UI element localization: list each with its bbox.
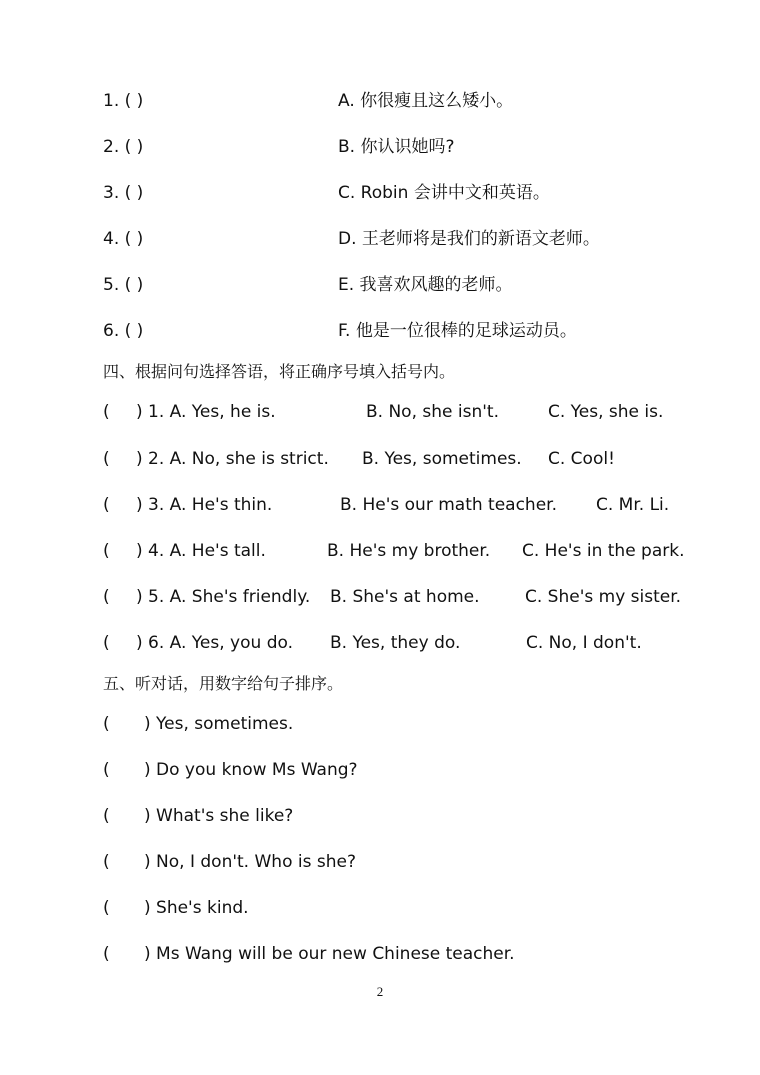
option-c: C. No, I don't. bbox=[526, 633, 642, 653]
option-b: B. He's my brother. bbox=[327, 541, 491, 561]
order-bracket: ( bbox=[103, 806, 110, 826]
section5-heading: 五、听对话，用数字给句子排序。 bbox=[103, 674, 344, 693]
option-a: ) 3. A. He's thin. bbox=[136, 495, 273, 515]
option-b: B. Yes, sometimes. bbox=[362, 449, 522, 469]
option-c: C. He's in the park. bbox=[522, 541, 685, 561]
order-sentence: ) Yes, sometimes. bbox=[144, 714, 294, 734]
option-b: B. Yes, they do. bbox=[330, 633, 461, 653]
order-sentence: ) She's kind. bbox=[144, 898, 249, 918]
order-bracket: ( bbox=[103, 898, 110, 918]
match-row bbox=[0, 270, 760, 300]
option-a: ) 6. A. Yes, you do. bbox=[136, 633, 293, 653]
match-left: 2. ( ) bbox=[103, 137, 144, 157]
answer-bracket: ( bbox=[103, 402, 110, 422]
option-a: ) 4. A. He's tall. bbox=[136, 541, 266, 561]
answer-bracket: ( bbox=[103, 541, 110, 561]
order-bracket: ( bbox=[103, 760, 110, 780]
match-right: D. 王老师将是我们的新语文老师。 bbox=[338, 229, 600, 249]
section4-heading-line bbox=[0, 357, 760, 387]
order-bracket: ( bbox=[103, 852, 110, 872]
order-sentence: ) Do you know Ms Wang? bbox=[144, 760, 358, 780]
question-row bbox=[0, 444, 760, 474]
option-c: C. Yes, she is. bbox=[548, 402, 664, 422]
question-row bbox=[0, 536, 760, 566]
match-row bbox=[0, 178, 760, 208]
answer-bracket: ( bbox=[103, 633, 110, 653]
match-right: F. 他是一位很棒的足球运动员。 bbox=[338, 321, 577, 341]
order-row bbox=[0, 801, 760, 831]
option-b: B. No, she isn't. bbox=[366, 402, 499, 422]
option-b: B. She's at home. bbox=[330, 587, 480, 607]
section5-heading-line bbox=[0, 669, 760, 699]
order-sentence: ) Ms Wang will be our new Chinese teacher. bbox=[144, 944, 515, 964]
option-a: ) 5. A. She's friendly. bbox=[136, 587, 311, 607]
option-b: B. He's our math teacher. bbox=[340, 495, 557, 515]
option-a: ) 1. A. Yes, he is. bbox=[136, 402, 276, 422]
question-row bbox=[0, 628, 760, 658]
order-row bbox=[0, 847, 760, 877]
order-bracket: ( bbox=[103, 714, 110, 734]
match-right: E. 我喜欢风趣的老师。 bbox=[338, 275, 513, 295]
order-sentence: ) No, I don't. Who is she? bbox=[144, 852, 356, 872]
match-right: B. 你认识她吗? bbox=[338, 137, 455, 157]
match-left: 1. ( ) bbox=[103, 91, 144, 111]
order-bracket: ( bbox=[103, 944, 110, 964]
question-row bbox=[0, 582, 760, 612]
order-row bbox=[0, 893, 760, 923]
answer-bracket: ( bbox=[103, 495, 110, 515]
order-row bbox=[0, 709, 760, 739]
match-left: 5. ( ) bbox=[103, 275, 144, 295]
option-a: ) 2. A. No, she is strict. bbox=[136, 449, 329, 469]
question-row bbox=[0, 490, 760, 520]
option-c: C. She's my sister. bbox=[525, 587, 682, 607]
order-row bbox=[0, 939, 760, 969]
match-left: 6. ( ) bbox=[103, 321, 144, 341]
order-row bbox=[0, 755, 760, 785]
question-row bbox=[0, 397, 760, 427]
option-c: C. Mr. Li. bbox=[596, 495, 670, 515]
match-row bbox=[0, 86, 760, 116]
answer-bracket: ( bbox=[103, 449, 110, 469]
match-row bbox=[0, 132, 760, 162]
match-row bbox=[0, 224, 760, 254]
match-right: A. 你很瘦且这么矮小。 bbox=[338, 91, 514, 111]
match-right: C. Robin 会讲中文和英语。 bbox=[338, 183, 550, 203]
match-row bbox=[0, 316, 760, 346]
match-left: 3. ( ) bbox=[103, 183, 144, 203]
section4-heading: 四、根据问句选择答语，将正确序号填入括号内。 bbox=[103, 362, 456, 381]
match-left: 4. ( ) bbox=[103, 229, 144, 249]
page-number: 2 bbox=[376, 984, 384, 999]
answer-bracket: ( bbox=[103, 587, 110, 607]
option-c: C. Cool! bbox=[548, 449, 615, 469]
order-sentence: ) What's she like? bbox=[144, 806, 294, 826]
